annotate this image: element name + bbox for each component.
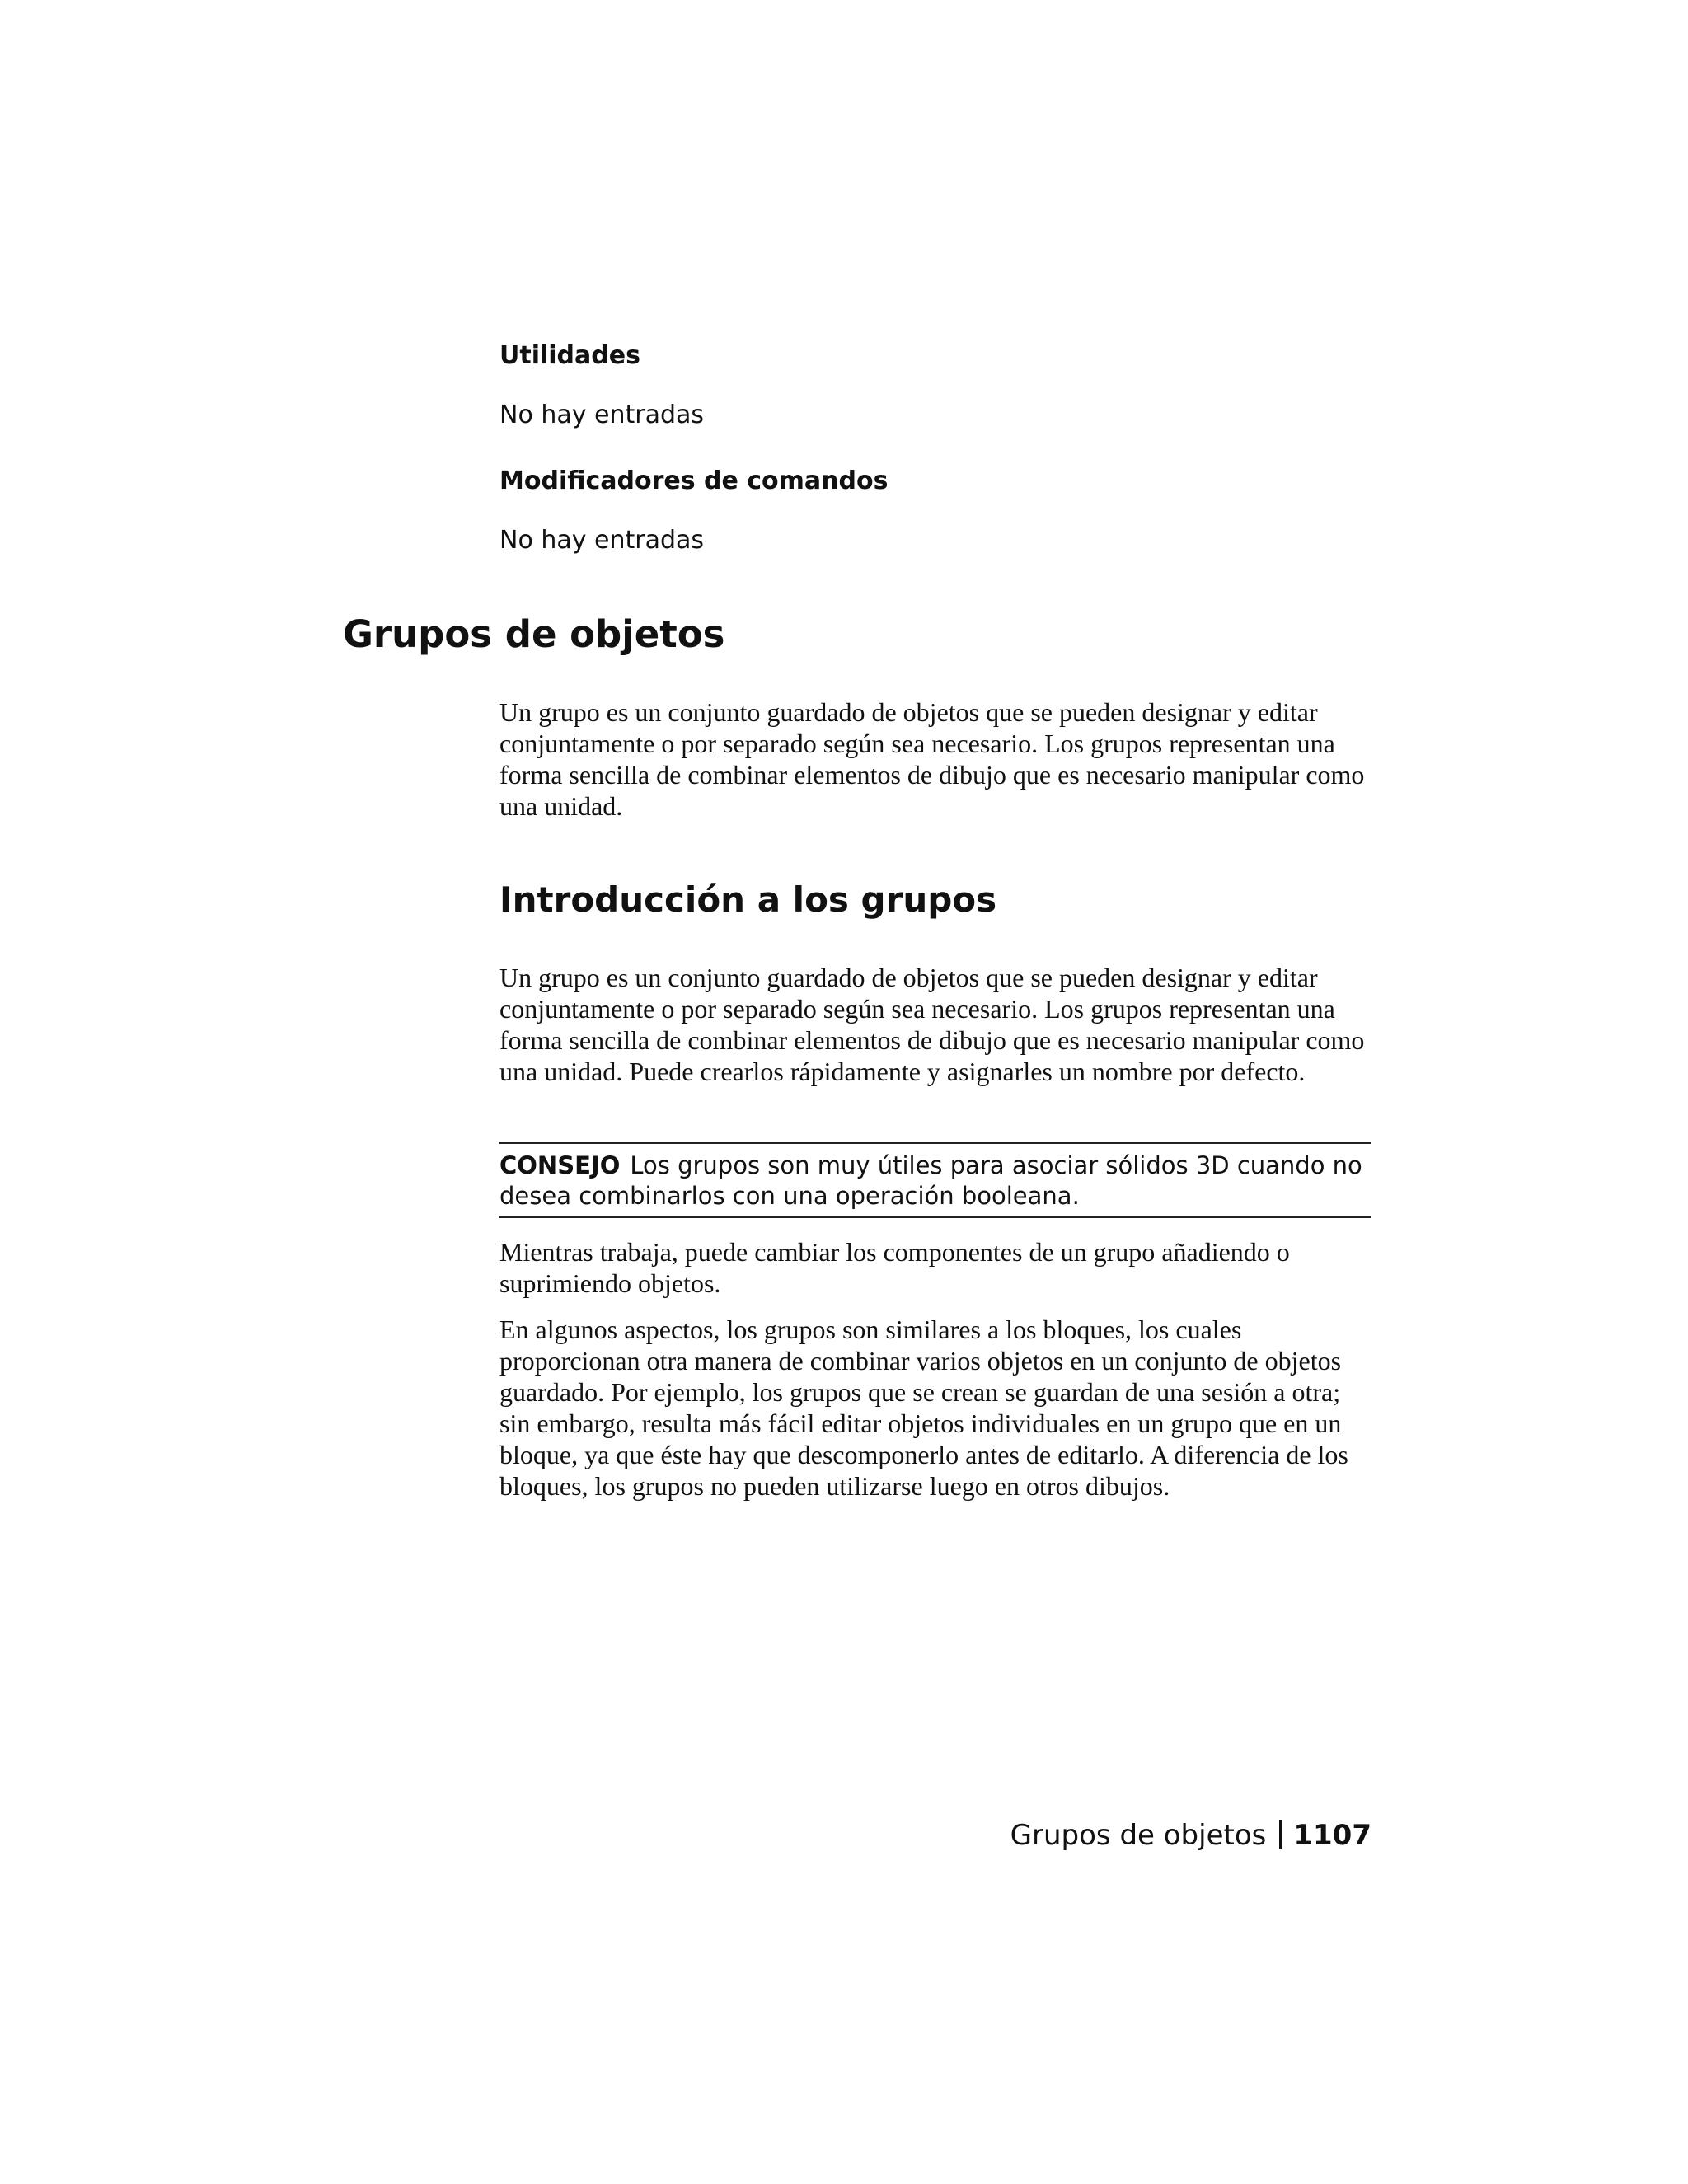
subheading: Introducción a los grupos [499, 879, 997, 920]
modificadores-body: No hay entradas [499, 526, 705, 555]
intro-paragraph: Un grupo es un conjunto guardado de objetos que se pueden designar y editar conjuntamente o por separado según sea necesario. Los grupos representan una forma sencilla de combinar elementos de dibujo que es necesario manipular como una unidad. [499, 697, 1365, 821]
utilidades-section [499, 340, 1372, 432]
page-number: 1107 [1293, 1819, 1372, 1852]
intro-block [499, 696, 1372, 822]
subheading-block [499, 877, 1372, 923]
after-tip-block [499, 1236, 1372, 1502]
paragraph-after-tip-2: En algunos aspectos, los grupos son similares a los bloques, los cuales proporcionan otra manera de combinar varios objetos en un conjunto de objetos guardado. Por ejemplo, los grupos que se crean se guardan de una sesión a otra; sin embargo, resulta más fácil editar objetos individuales en un grupo que en un bloque, ya que éste hay que descomponerlo antes de editarlo. A diferencia de los bloques, los grupos no pueden utilizarse luego en otros dibujos. [499, 1315, 1348, 1501]
page-footer [1010, 1816, 1372, 1854]
footer-separator [1279, 1820, 1282, 1849]
tip-content [499, 1151, 1372, 1212]
main-heading: Grupos de objetos [343, 612, 725, 656]
utilidades-title: Utilidades [499, 341, 640, 370]
utilidades-body: No hay entradas [499, 401, 705, 429]
tip-box [499, 1142, 1372, 1218]
tip-label: CONSEJO [499, 1151, 621, 1179]
subsection-paragraph: Un grupo es un conjunto guardado de objetos que se pueden designar y editar conjuntamente o por separado según sea necesario. Los grupos representan una forma sencilla de combinar elementos de dibujo que es necesario manipular como una unidad. Puede crearlos rápidamente y asignarles un nombre por defecto. [499, 963, 1365, 1086]
tip-text: Los grupos son muy útiles para asociar sólidos 3D cuando no desea combinarlos con una operación booleana. [499, 1151, 1362, 1210]
subsection-block [499, 962, 1372, 1087]
footer-section-title: Grupos de objetos [1010, 1819, 1267, 1852]
modificadores-title: Modificadores de comandos [499, 466, 889, 495]
paragraph-after-tip-1: Mientras trabaja, puede cambiar los componentes de un grupo añadiendo o suprimiendo objetos. [499, 1237, 1290, 1298]
modificadores-section [499, 465, 1372, 557]
